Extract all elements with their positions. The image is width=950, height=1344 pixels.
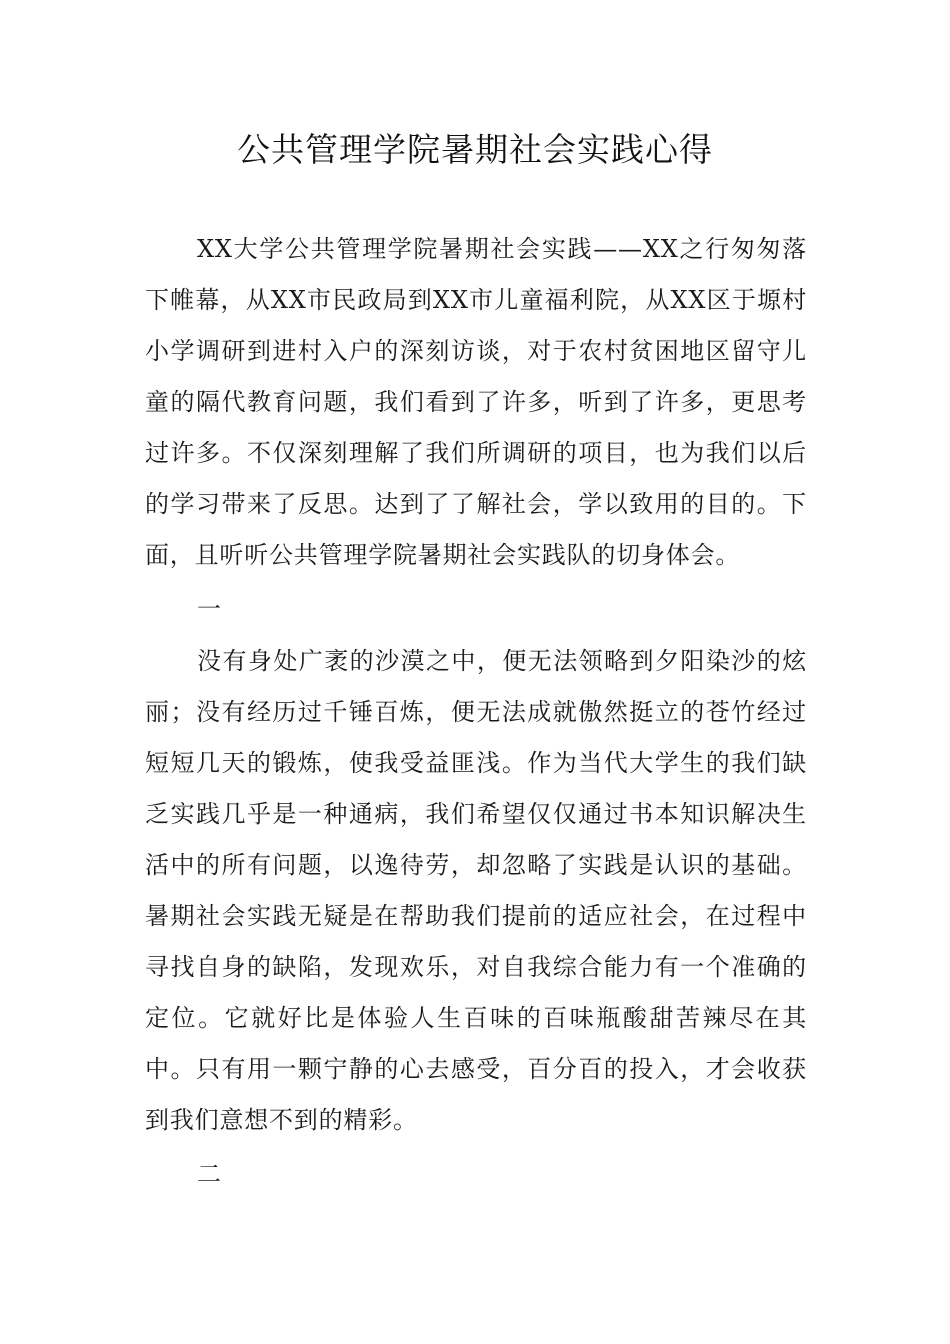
- section-mark-two: 二: [197, 1160, 221, 1188]
- document-title: 公共管理学院暑期社会实践心得: [237, 130, 713, 169]
- document-body: [145, 224, 807, 1201]
- section-mark-one: 一: [197, 595, 221, 623]
- intro-paragraph: XX大学公共管理学院暑期社会实践——XX之行匆匆落下帷幕，从XX市民政局到XX市儿童福利院，从XX区于塬村小学调研到进村入户的深刻访谈，对于农村贫困地区留守儿童的隔代教育问题，我们看到了许多，听到了许多，更思考过许多。不仅深刻理解了我们所调研的项目，也为我们以后的学习带来了反思。达到了了解社会，学以致用的目的。下面，且听听公共管理学院暑期社会实践队的切身体会。: [145, 235, 807, 569]
- section-one-paragraph: 没有身处广袤的沙漠之中，便无法领略到夕阳染沙的炫丽；没有经历过千锤百炼，便无法成就傲然挺立的苍竹经过短短几天的锻炼，使我受益匪浅。作为当代大学生的我们缺乏实践几乎是一种通病，我们希望仅仅通过书本知识解决生活中的所有问题，以逸待劳，却忽略了实践是认识的基础。暑期社会实践无疑是在帮助我们提前的适应社会，在过程中寻找自身的缺陷，发现欢乐，对自我综合能力有一个准确的定位。它就好比是体验人生百味的百味瓶酸甜苦辣尽在其中。只有用一颗宁静的心去感受，百分百的投入，才会收获到我们意想不到的精彩。: [145, 647, 807, 1134]
